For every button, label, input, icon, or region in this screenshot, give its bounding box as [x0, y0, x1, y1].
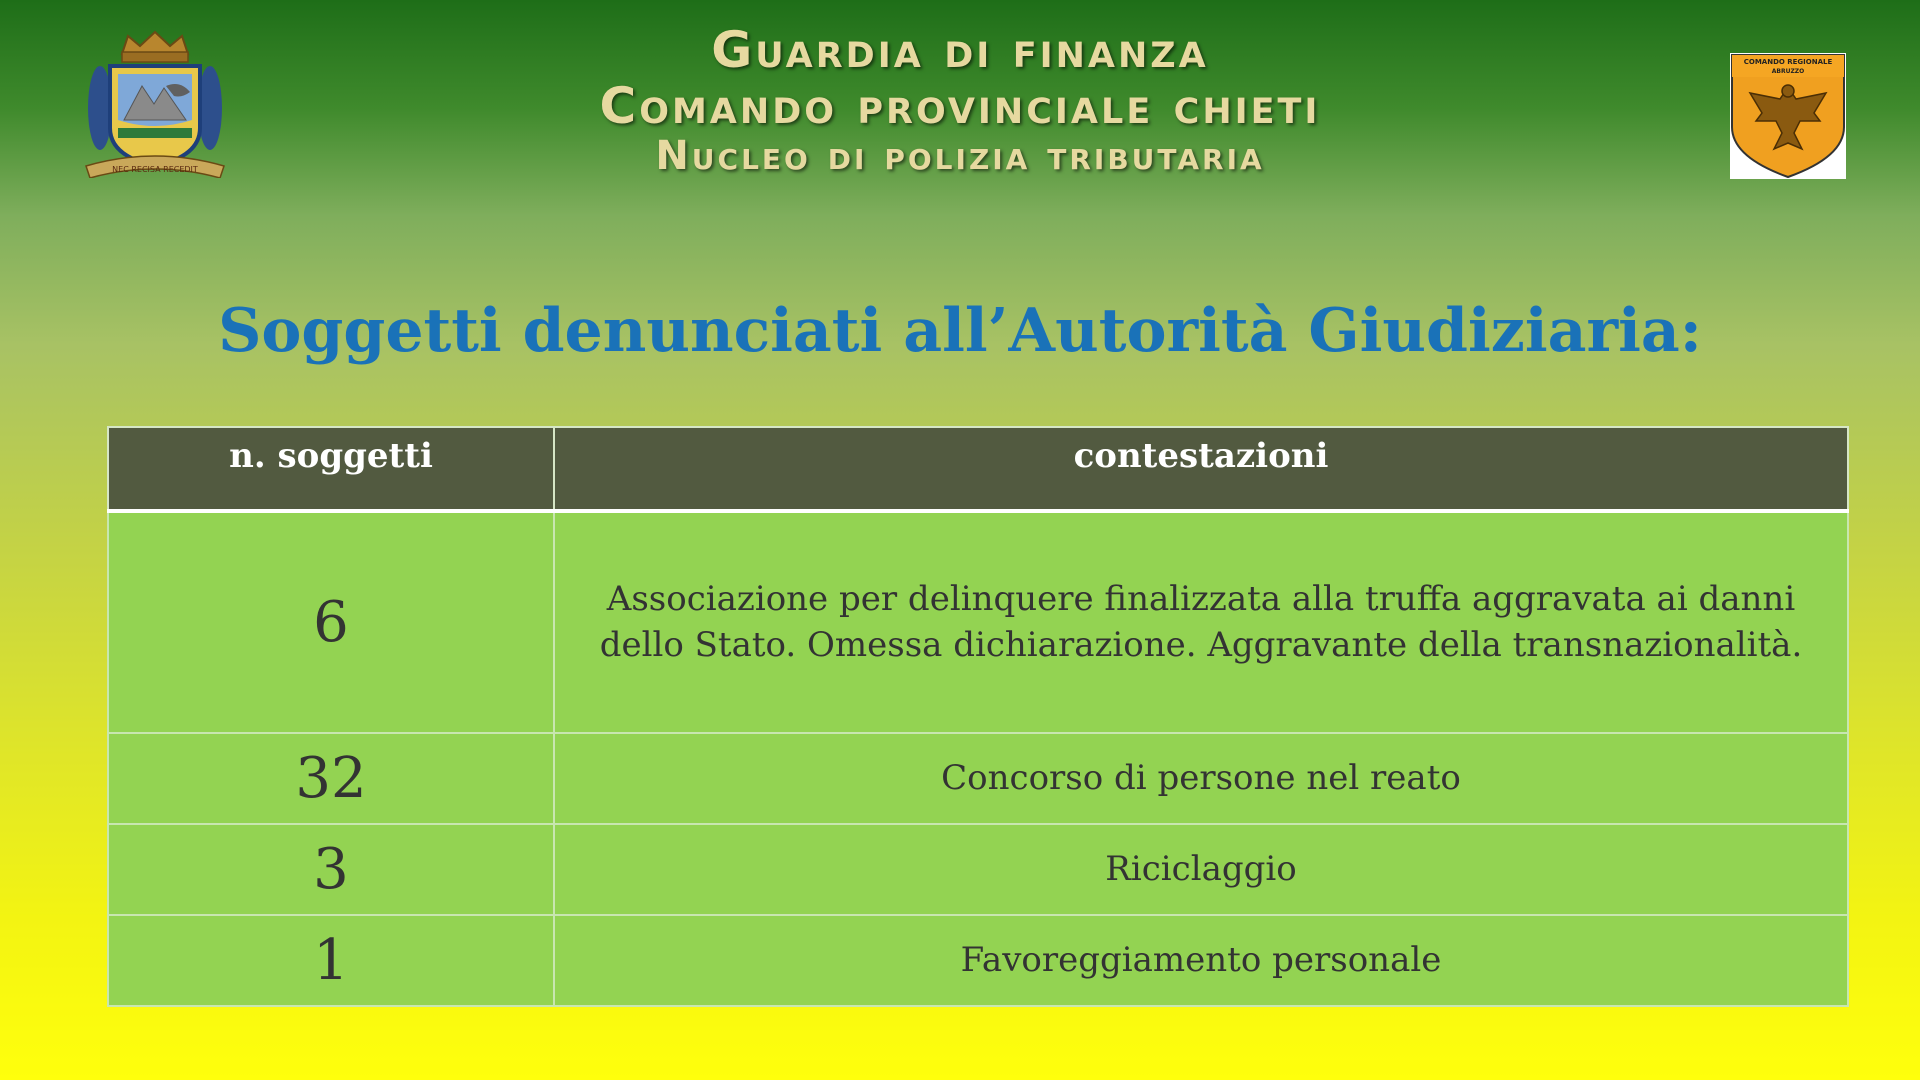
crest-motto: NEC RECISA RECEDIT — [112, 165, 198, 174]
charges-table — [107, 426, 1849, 1007]
row-charge: Riciclaggio — [554, 824, 1848, 915]
table-row — [108, 824, 1848, 915]
row-count: 1 — [108, 915, 554, 1006]
table-row — [108, 915, 1848, 1006]
column-header-charges: contestazioni — [554, 427, 1848, 511]
page-header — [0, 22, 1920, 179]
row-count: 32 — [108, 733, 554, 824]
shield-caption-line2: ABRUZZO — [1771, 68, 1805, 75]
header-organization: Guardia di finanza — [711, 21, 1209, 79]
table-row — [108, 511, 1848, 733]
table-header-row — [108, 427, 1848, 511]
row-charge: Concorso di persone nel reato — [554, 733, 1848, 824]
shield-caption-line1: COMANDO REGIONALE — [1743, 58, 1833, 66]
row-count: 6 — [108, 511, 554, 733]
header-unit: Nucleo di polizia tributaria — [655, 133, 1265, 179]
row-charge: Associazione per delinquere finalizzata alla truffa aggravata ai danni dello Stato. Omessa dichiarazione. Aggravante della transnazionalità. — [554, 511, 1848, 733]
page-title: Soggetti denunciati all’Autorità Giudiziaria: — [218, 296, 1702, 366]
table-row — [108, 733, 1848, 824]
column-header-count: n. soggetti — [108, 427, 554, 511]
row-count: 3 — [108, 824, 554, 915]
header-command: Comando provinciale chieti — [599, 77, 1321, 135]
row-charge: Favoreggiamento personale — [554, 915, 1848, 1006]
